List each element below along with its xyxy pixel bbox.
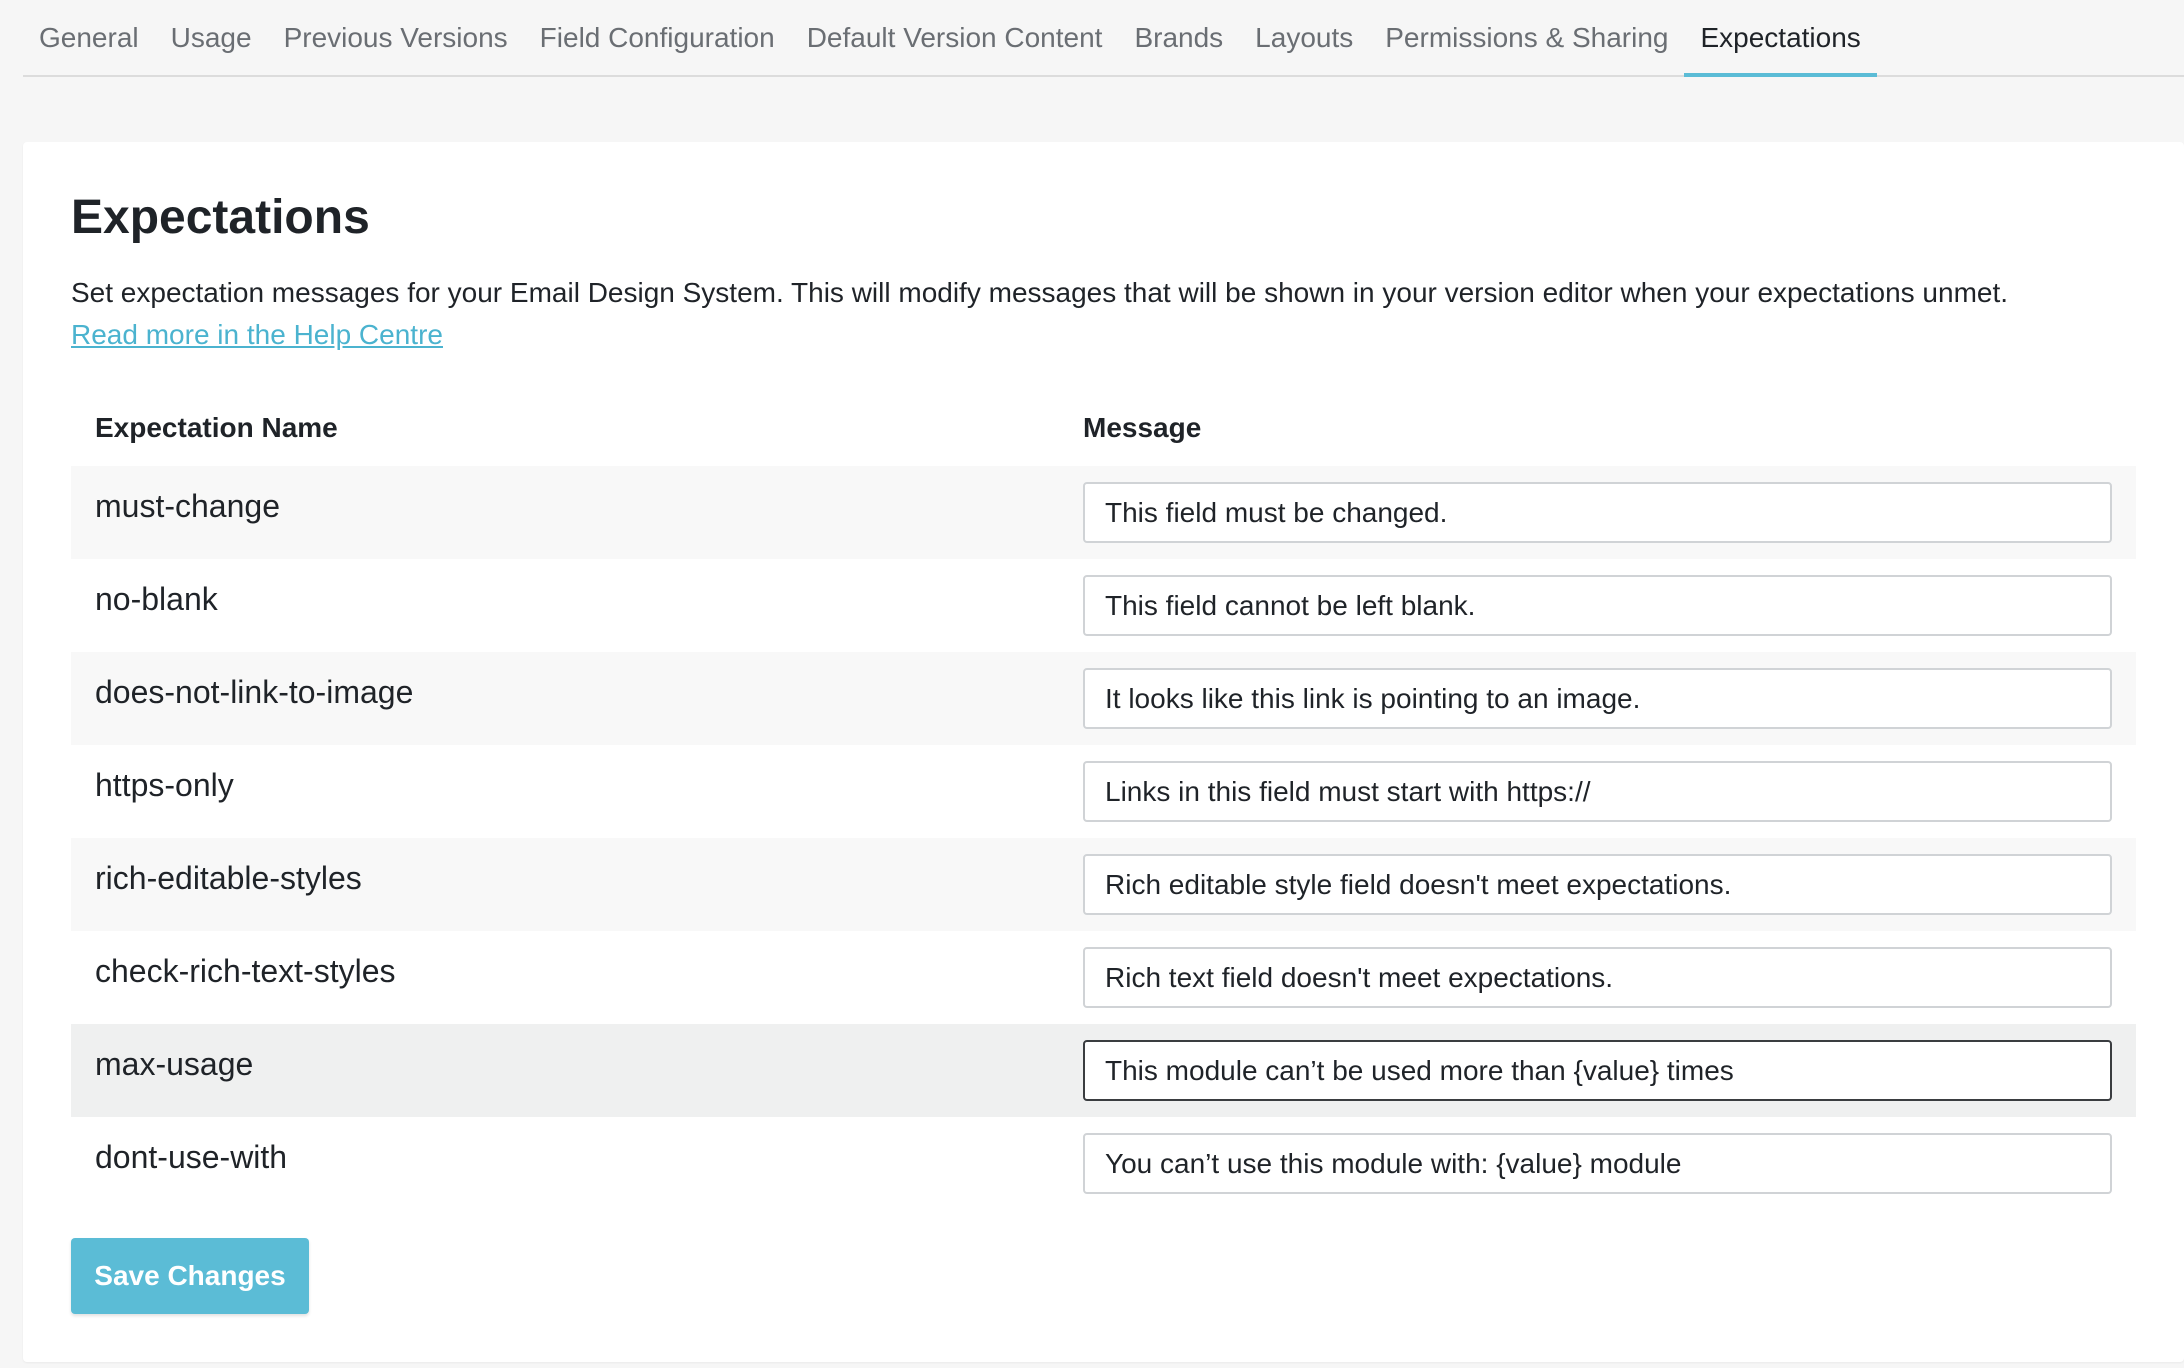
column-header-message: Message [1083, 412, 1202, 443]
expectation-name: does-not-link-to-image [95, 674, 414, 710]
table-row [71, 466, 2136, 559]
tab-general[interactable]: General [39, 22, 139, 53]
page-title: Expectations [71, 191, 370, 244]
description-text: Set expectation messages for your Email Design System. This will modify messages that will be shown in your version editor when your expectations unmet. [71, 277, 2009, 308]
expectations-card [23, 142, 2184, 1362]
expectation-name: https-only [95, 767, 234, 803]
expectations-table [71, 390, 2136, 1210]
message-input-https-only[interactable] [1083, 761, 2112, 822]
expectation-name: no-blank [95, 581, 218, 617]
page-description [71, 272, 2121, 356]
tab-permissions-sharing[interactable]: Permissions & Sharing [1385, 22, 1669, 53]
tab-expectations[interactable]: Expectations [1684, 0, 1876, 75]
message-input-does-not-link-to-image[interactable] [1083, 668, 2112, 729]
message-input-dont-use-with[interactable] [1083, 1133, 2112, 1194]
message-input-no-blank[interactable] [1083, 575, 2112, 636]
table-row [71, 931, 2136, 1024]
message-input-rich-editable-styles[interactable] [1083, 854, 2112, 915]
table-row [71, 1024, 2136, 1117]
table-row [71, 745, 2136, 838]
message-input-must-change[interactable] [1083, 482, 2112, 543]
expectation-name: max-usage [95, 1046, 254, 1082]
table-row [71, 1117, 2136, 1210]
table-row [71, 838, 2136, 931]
table-row [71, 652, 2136, 745]
tab-bar [23, 0, 2184, 77]
message-input-max-usage[interactable] [1083, 1040, 2112, 1101]
table-header [71, 390, 2136, 466]
expectation-name: check-rich-text-styles [95, 953, 396, 989]
help-centre-link[interactable]: Read more in the Help Centre [71, 319, 443, 350]
table-row [71, 559, 2136, 652]
tab-field-configuration[interactable]: Field Configuration [539, 22, 775, 53]
save-changes-button[interactable]: Save Changes [71, 1238, 309, 1314]
tab-usage[interactable]: Usage [170, 22, 252, 53]
expectation-name: must-change [95, 488, 280, 524]
tab-default-version-content[interactable]: Default Version Content [806, 22, 1103, 53]
tab-brands[interactable]: Brands [1134, 22, 1224, 53]
column-header-name: Expectation Name [95, 412, 338, 443]
expectation-name: rich-editable-styles [95, 860, 362, 896]
message-input-check-rich-text-styles[interactable] [1083, 947, 2112, 1008]
expectation-name: dont-use-with [95, 1139, 288, 1175]
tab-previous-versions[interactable]: Previous Versions [283, 22, 508, 53]
tab-layouts[interactable]: Layouts [1255, 22, 1354, 53]
